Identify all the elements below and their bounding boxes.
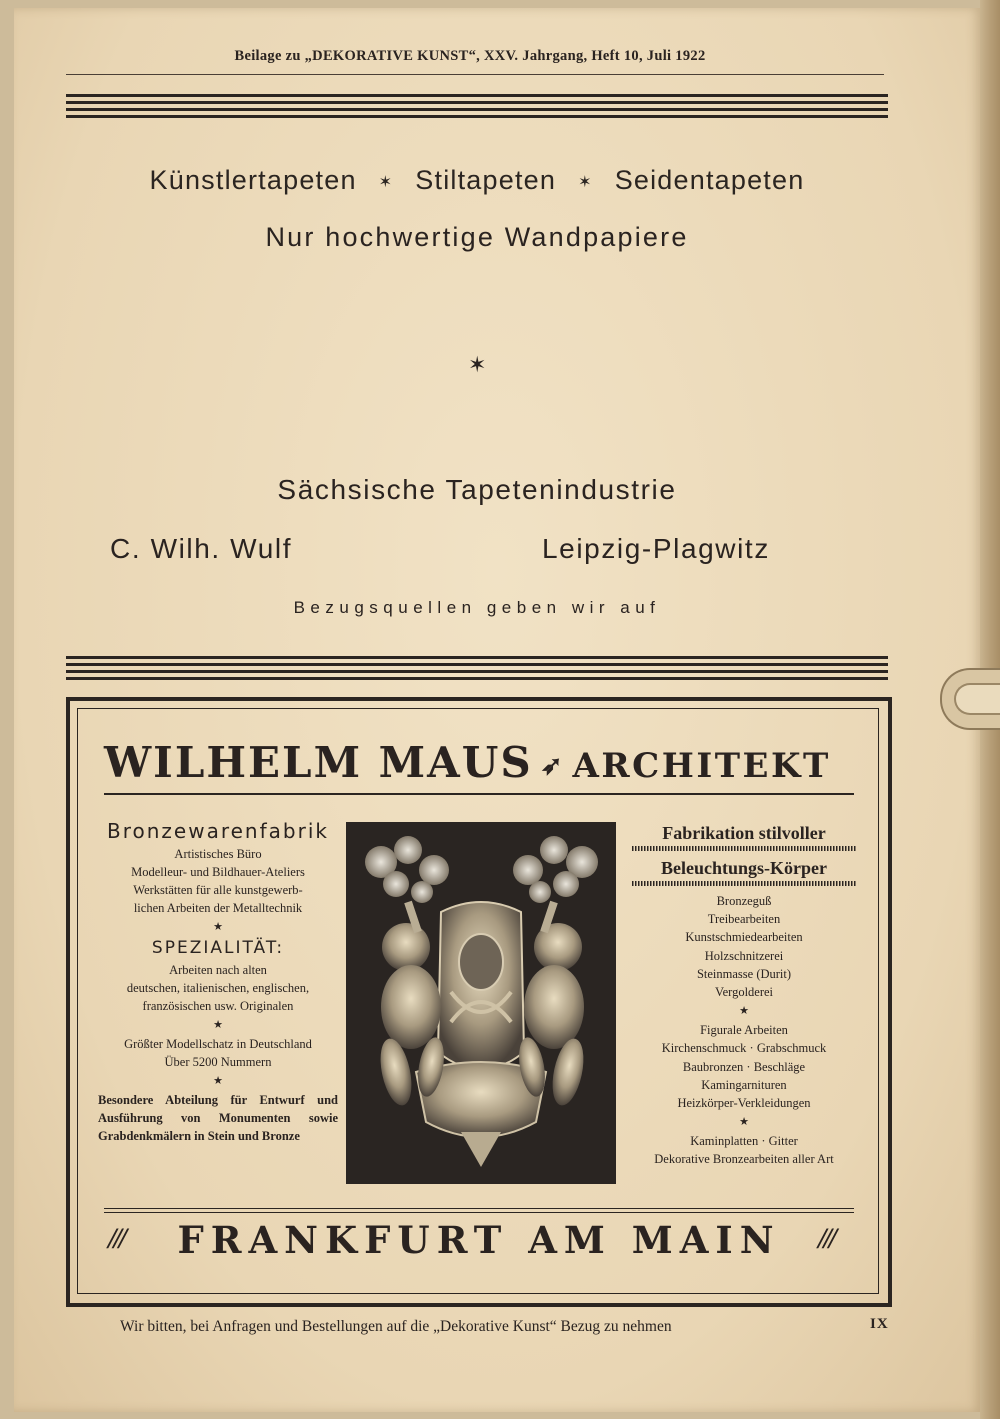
star-icon: ★ — [739, 1005, 749, 1018]
service-item: Kaminplatten · Gitter — [690, 1134, 798, 1149]
right-heading-1: Fabrikation stilvoller — [662, 823, 826, 843]
maus-title — [104, 738, 864, 787]
collection-line: Größter Modellschatz in Deutschland — [124, 1037, 312, 1051]
tapeten-subtitle: Nur hochwertige Wandpapiere — [265, 222, 689, 252]
service-item: Kirchenschmuck · Grabschmuck — [661, 1041, 827, 1056]
tapeten-owner: C. Wilh. Wulf — [110, 533, 293, 564]
stripe-divider-middle — [66, 656, 888, 684]
maus-name: WILHELM MAUS — [104, 738, 533, 787]
tapeten-location: Leipzig-Plagwitz — [542, 533, 770, 564]
page-footer: Wir bitten, bei Anfragen und Bestellungen auf die „Dekorative Kunst“ Bezug zu nehmen — [120, 1318, 672, 1335]
right-heading-2: Beleuchtungs-Körper — [661, 858, 827, 878]
service-item: Bronzeguß — [716, 894, 772, 908]
service-item: Kamingarnituren — [701, 1077, 787, 1092]
product-kuenstlertapeten: Künstlertapeten — [149, 165, 357, 195]
service-item: Treibearbeiten — [707, 912, 781, 927]
service-item: Baubronzen · Beschläge — [682, 1059, 806, 1074]
maus-left-column — [98, 819, 338, 1145]
left-line: Artistisches Büro — [174, 847, 262, 861]
tapeten-notice: Bezugsquellen geben wir auf — [293, 598, 661, 617]
star-icon: ★ — [739, 1116, 749, 1129]
product-stiltapeten: Stiltapeten — [415, 165, 557, 195]
left-line: lichen Arbeiten der Metalltechnik — [133, 901, 303, 915]
bottom-rules — [104, 1208, 854, 1216]
divider-star-icon: ✶ — [468, 352, 487, 377]
star-icon: ★ — [213, 1019, 223, 1031]
dotted-rule — [632, 846, 856, 851]
specialty-line: französischen usw. Originalen — [142, 999, 294, 1013]
arrow-icon: ➶ — [540, 751, 565, 781]
service-item: Holzschnitzerei — [704, 948, 784, 963]
cherub-relief-image — [346, 822, 616, 1184]
specialty-line: deutschen, italienischen, englischen, — [126, 981, 310, 995]
ornament-left-icon: /// — [108, 1222, 125, 1255]
separator-star-icon: ✶ — [378, 173, 394, 191]
stripe-divider-top — [66, 94, 888, 122]
page-number: IX — [870, 1316, 889, 1332]
left-heading: Bronzewarenfabrik — [107, 819, 329, 843]
tapeten-products — [66, 165, 888, 196]
product-seidentapeten: Seidentapeten — [614, 165, 805, 195]
maus-city: FRANKFURT AM MAIN — [177, 1218, 781, 1262]
star-icon: ★ — [213, 921, 223, 933]
dotted-rule — [632, 881, 856, 886]
specialty-line: Arbeiten nach alten — [169, 963, 267, 977]
ornament-right-icon: /// — [818, 1222, 835, 1255]
bronze-sculpture-photo — [346, 822, 616, 1184]
maus-profession: ARCHITEKT — [572, 746, 831, 786]
service-item: Vergolderei — [714, 985, 774, 1000]
left-line: Modelleur- und Bildhauer-Ateliers — [131, 865, 305, 879]
service-item: Kunstschmiedearbeiten — [685, 930, 803, 945]
maus-right-column — [626, 822, 862, 1169]
service-item: Steinmasse (Durit) — [696, 966, 792, 981]
service-item: Dekorative Bronzearbeiten aller Art — [654, 1152, 834, 1167]
tapeten-company: Sächsische Tapetenindustrie — [277, 474, 677, 505]
service-item: Figurale Arbeiten — [700, 1023, 788, 1038]
page-header: Beilage zu „DEKORATIVE KUNST“, XXV. Jahrgang, Heft 10, Juli 1922 — [234, 48, 706, 64]
header-rule — [66, 74, 884, 75]
bookmark-tab-inner — [954, 683, 1000, 715]
service-item: Heizkörper-Verkleidungen — [677, 1096, 811, 1111]
specialty-heading: SPEZIALITÄT: — [151, 938, 285, 958]
separator-star-icon: ✶ — [578, 173, 593, 191]
star-icon: ★ — [213, 1075, 223, 1087]
title-rule — [104, 793, 854, 795]
left-line: Werkstätten für alle kunstgewerb- — [133, 883, 303, 897]
collection-line: Über 5200 Nummern — [164, 1055, 272, 1069]
department-text: Besondere Abteilung für Entwurf und Ausführung von Monumenten sowie Grabdenkmälern in Stein und Bronze — [98, 1093, 338, 1143]
